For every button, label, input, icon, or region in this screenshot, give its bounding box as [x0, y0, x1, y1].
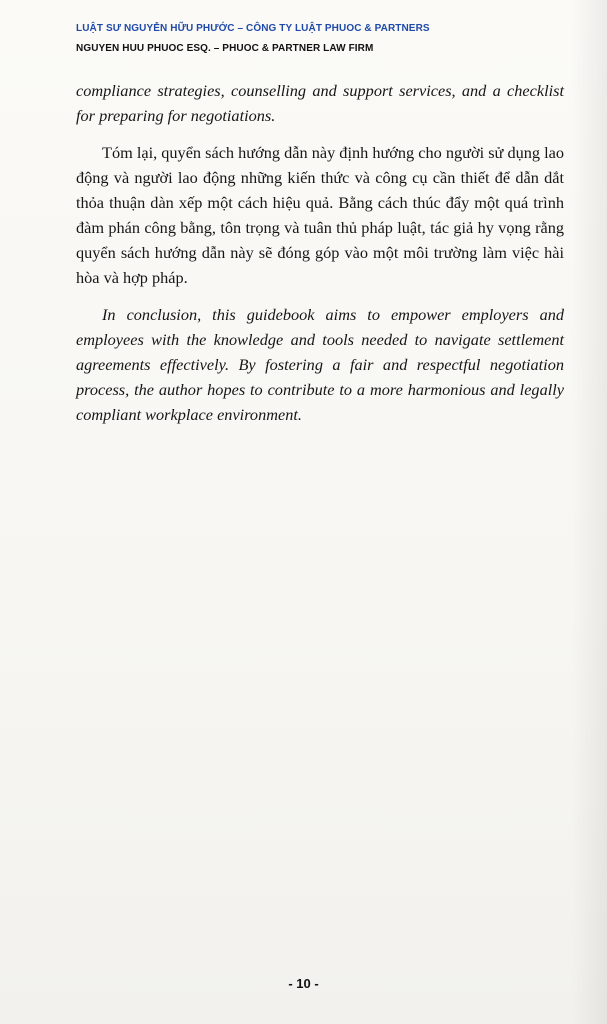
running-header [76, 22, 536, 55]
conclusion-english-paragraph: In conclusion, this guidebook aims to empower employers and employees with the knowledge and tools needed to navigate settlement agreements effectively. By fostering a fair and respectful negotiation process, the author hopes to contribute to a more harmonious and legally compliant workplace environment. [76, 305, 564, 424]
conclusion-vietnamese-paragraph: Tóm lại, quyển sách hướng dẫn này định hướng cho người sử dụng lao động và người lao động những kiến thức và công cụ cần thiết để dẫn dắt thỏa thuận dàn xếp một cách hiệu quả. Bằng cách thúc đẩy một quá trình đàm phán công bằng, tôn trọng và tuân thủ pháp luật, tác giả hy vọng rằng quyển sách hướng dẫn này sẽ đóng góp vào một môi trường làm việc hài hòa và hợp pháp. [76, 143, 564, 287]
header-english-line: NGUYEN HUU PHUOC ESQ. – PHUOC & PARTNER LAW FIRM [76, 43, 374, 54]
page-edge-shadow [571, 0, 607, 1024]
continued-english-paragraph: compliance strategies, counselling and support services, and a checklist for preparing for negotiations. [76, 81, 564, 125]
header-vietnamese-line: LUẬT SƯ NGUYỄN HỮU PHƯỚC – CÔNG TY LUẬT PHUOC & PARTNERS [76, 23, 430, 34]
page-body [76, 78, 564, 427]
page-number: - 10 - [288, 976, 319, 991]
